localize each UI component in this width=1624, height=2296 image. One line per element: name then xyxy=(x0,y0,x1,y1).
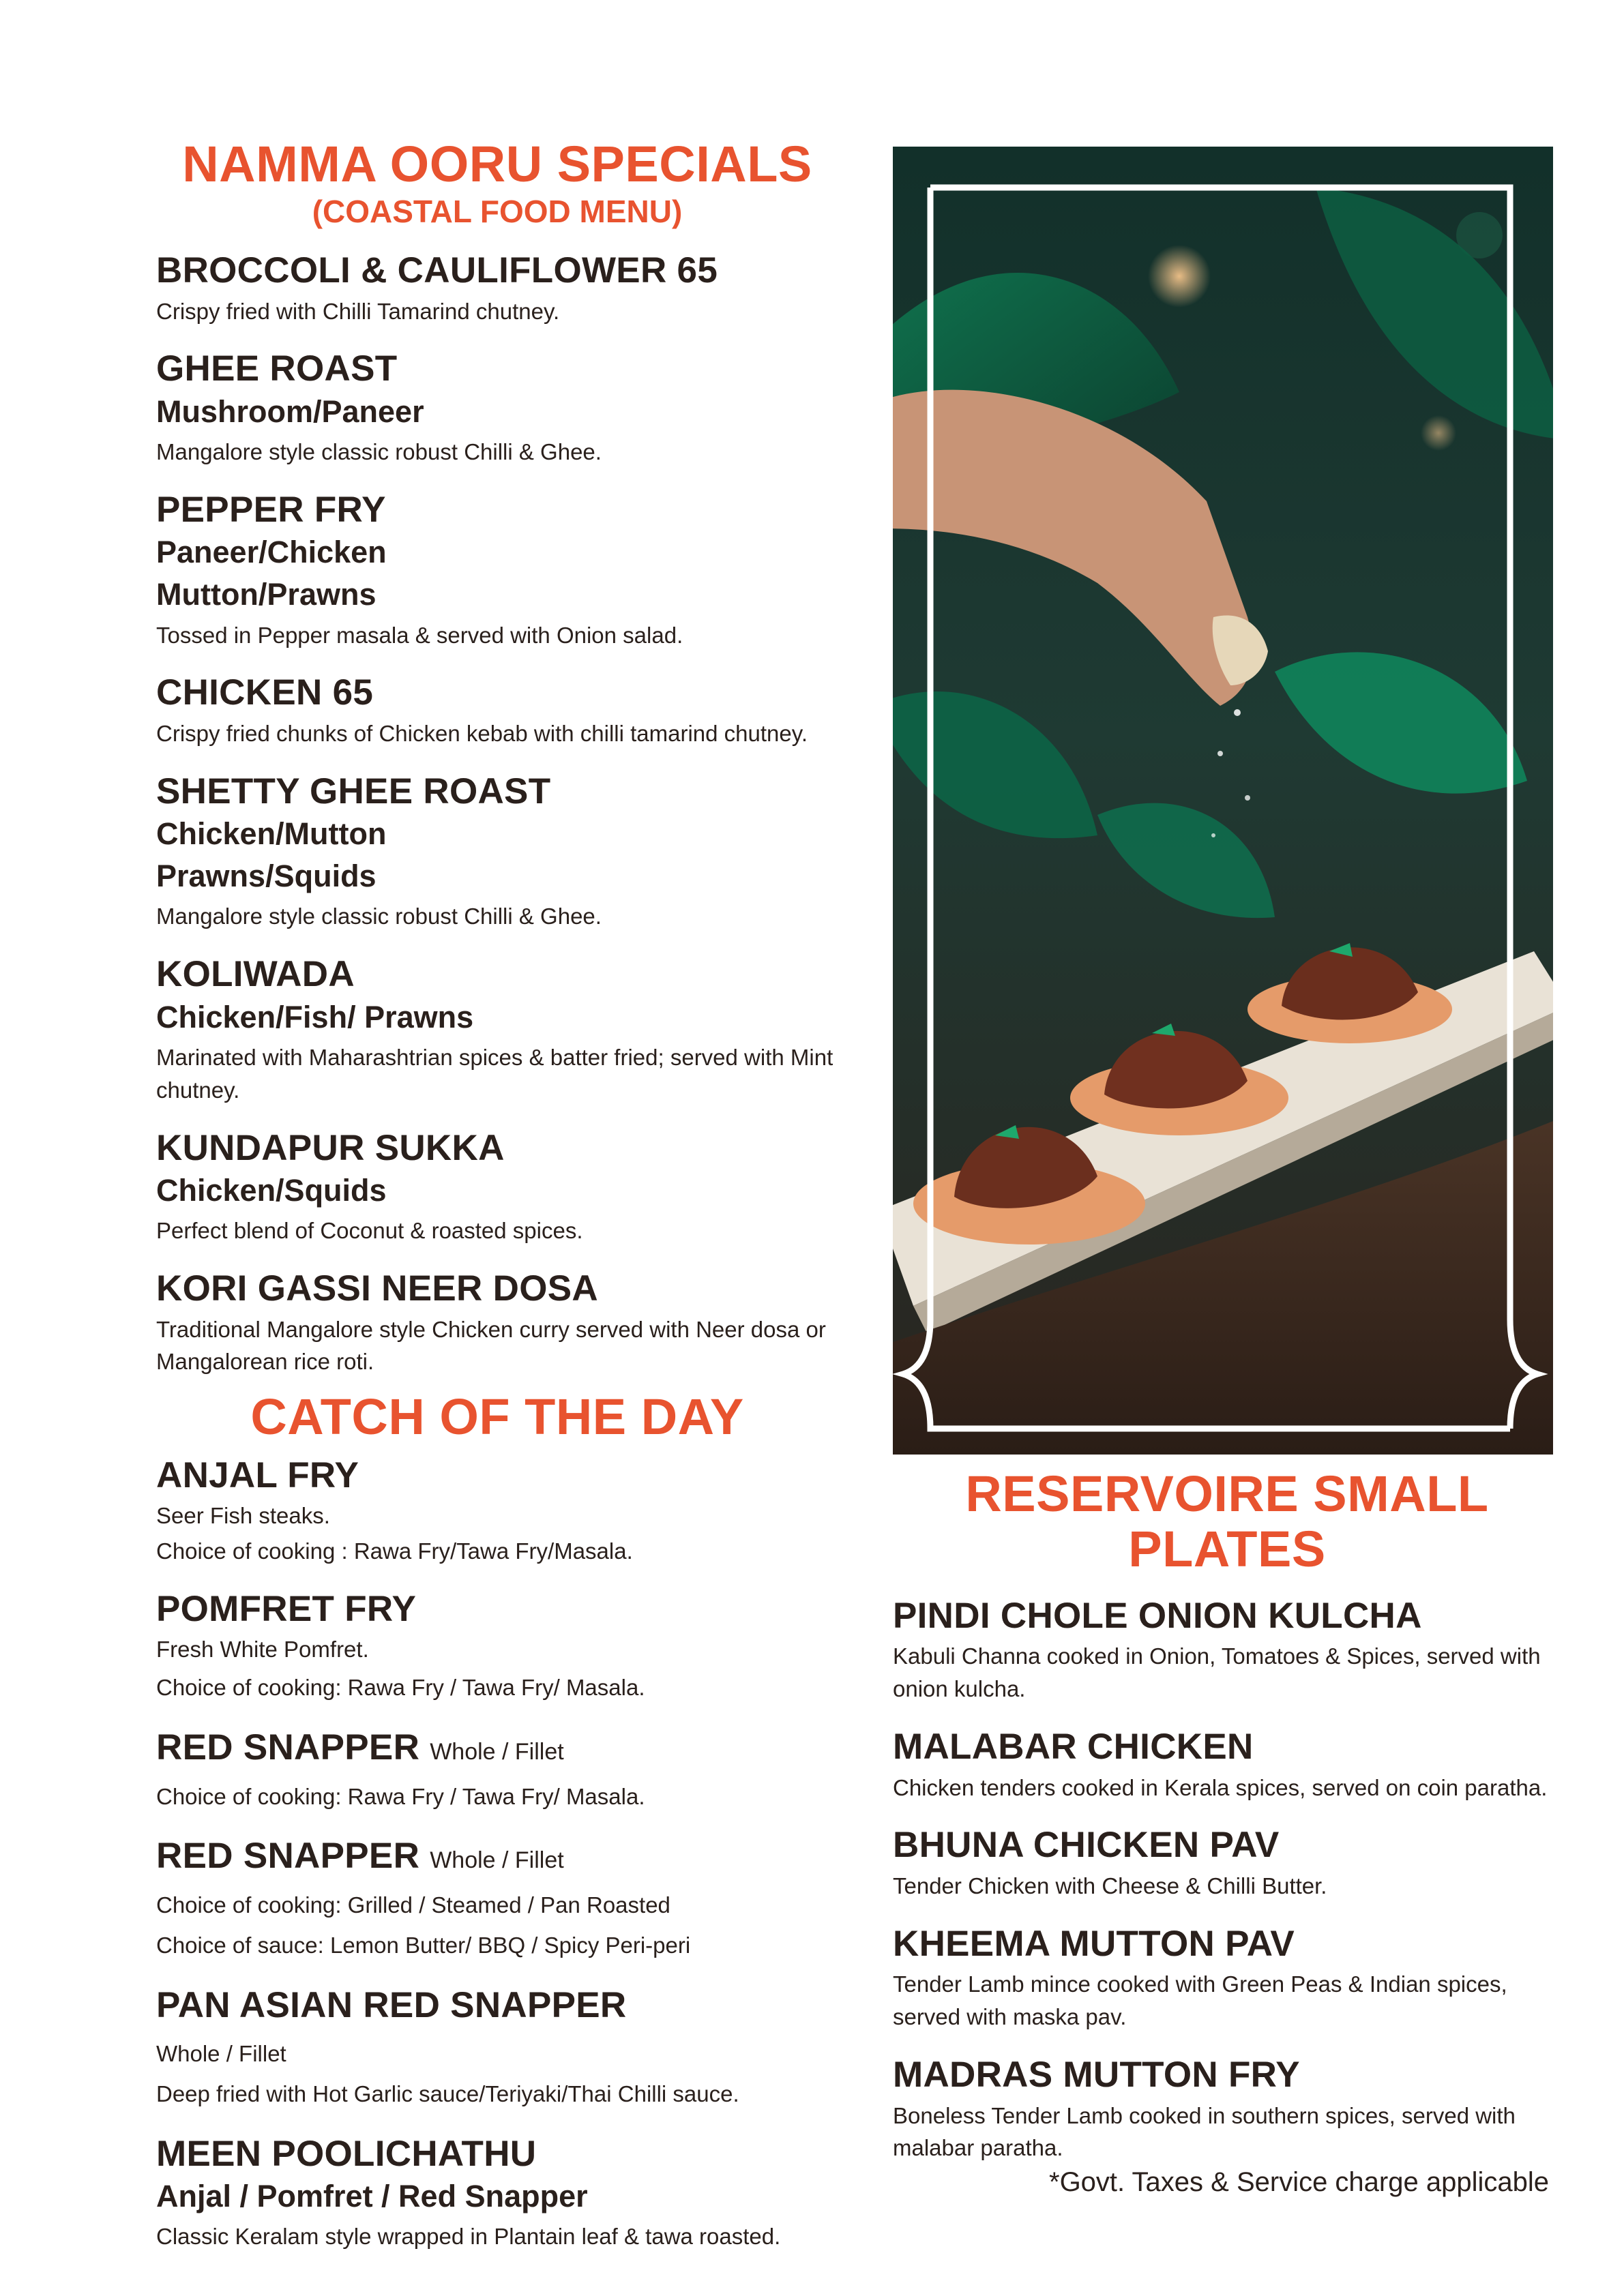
item-desc: Tossed in Pepper masala & served with Onion salad. xyxy=(156,622,683,648)
item-desc: Deep fried with Hot Garlic sauce/Teriyaki/Thai Chilli sauce. xyxy=(156,2081,739,2106)
item-desc: Choice of cooking: Rawa Fry / Tawa Fry/ Masala. xyxy=(156,1783,645,1809)
item-name: PEPPER FRY xyxy=(156,489,386,530)
item-desc: Fresh White Pomfret. xyxy=(156,1637,369,1663)
menu-item xyxy=(893,1824,1561,1902)
item-desc: Boneless Tender Lamb cooked in southern spices, served with malabar paratha. xyxy=(893,2102,1516,2161)
item-name-text: RED SNAPPER xyxy=(156,1727,420,1768)
item-variants: Mutton/Prawns xyxy=(156,577,377,612)
item-desc: Crispy fried chunks of Chicken kebab with chilli tamarind chutney. xyxy=(156,720,808,746)
item-desc: Kabuli Channa cooked in Onion, Tomatoes & Spices, served with onion kulcha. xyxy=(893,1643,1541,1702)
menu-item xyxy=(156,250,838,327)
menu-item xyxy=(156,489,838,652)
menu-item xyxy=(156,1455,838,1568)
item-desc: Whole / Fillet xyxy=(156,2041,286,2067)
item-name-text: RED SNAPPER xyxy=(156,1836,420,1877)
item-name: KHEEMA MUTTON PAV xyxy=(893,1923,1295,1964)
menu-item xyxy=(156,672,838,749)
item-name: KOLIWADA xyxy=(156,954,355,995)
item-name: KUNDAPUR SUKKA xyxy=(156,1127,505,1168)
section-title-namma-ooru: NAMMA OORU SPECIALS xyxy=(182,136,812,192)
menu-item xyxy=(156,1588,838,1706)
menu-item xyxy=(893,1595,1561,1705)
tax-footnote: *Govt. Taxes & Service charge applicable xyxy=(1049,2167,1549,2197)
menu-item xyxy=(156,771,838,934)
right-column xyxy=(893,1466,1561,2185)
section-title-small-plates: RESERVOIRE SMALL PLATES xyxy=(965,1465,1489,1578)
section-subtitle-coastal: (COASTAL FOOD MENU) xyxy=(312,194,683,230)
item-name: KORI GASSI NEER DOSA xyxy=(156,1268,598,1309)
item-variants: Mushroom/Paneer xyxy=(156,393,424,429)
item-name: POMFRET FRY xyxy=(156,1588,417,1629)
item-name: PAN ASIAN RED SNAPPER xyxy=(156,1984,627,2025)
menu-item xyxy=(156,2133,838,2253)
item-variants: Chicken/Fish/ Prawns xyxy=(156,999,474,1034)
item-variants: Paneer/Chicken xyxy=(156,535,387,570)
item-size-note: Whole / Fillet xyxy=(430,1847,564,1874)
item-desc: Marinated with Maharashtrian spices & batter fried; served with Mint chutney. xyxy=(156,1044,833,1103)
item-name: PINDI CHOLE ONION KULCHA xyxy=(893,1595,1422,1636)
item-desc: Mangalore style classic robust Chilli & Ghee. xyxy=(156,438,602,464)
menu-item xyxy=(893,2054,1561,2164)
item-size-note: Whole / Fillet xyxy=(430,1739,564,1765)
item-name: CHICKEN 65 xyxy=(156,672,374,713)
menu-item xyxy=(156,1984,838,2113)
item-variants: Chicken/Mutton xyxy=(156,816,387,852)
item-desc: Crispy fried with Chilli Tamarind chutney. xyxy=(156,298,560,324)
item-name: MADRAS MUTTON FRY xyxy=(893,2054,1300,2095)
menu-item xyxy=(893,1726,1561,1804)
menu-item xyxy=(156,1268,838,1378)
item-desc: Choice of cooking: Grilled / Steamed / Pan Roasted xyxy=(156,1892,670,1918)
item-desc: Tender Lamb mince cooked with Green Peas & Indian spices, served with maska pav. xyxy=(893,1971,1507,2030)
item-desc: Perfect blend of Coconut & roasted spices. xyxy=(156,1218,583,1244)
item-variants: Anjal / Pomfret / Red Snapper xyxy=(156,2179,588,2214)
menu-item xyxy=(156,1127,838,1247)
item-variants: Chicken/Squids xyxy=(156,1173,387,1208)
item-desc: Mangalore style classic robust Chilli & Ghee. xyxy=(156,904,602,929)
menu-item xyxy=(156,1835,838,1963)
item-desc: Choice of sauce: Lemon Butter/ BBQ / Spicy Peri-peri xyxy=(156,1932,691,1958)
item-name: MEEN POOLICHATHU xyxy=(156,2133,537,2174)
item-desc: Classic Keralam style wrapped in Plantain leaf & tawa roasted. xyxy=(156,2224,781,2250)
left-column xyxy=(156,136,838,2273)
item-variants: Prawns/Squids xyxy=(156,859,377,894)
item-name: SHETTY GHEE ROAST xyxy=(156,771,551,811)
item-name xyxy=(156,1835,838,1878)
item-desc: Tender Chicken with Cheese & Chilli Butter. xyxy=(893,1873,1327,1898)
item-name: BROCCOLI & CAULIFLOWER 65 xyxy=(156,250,718,290)
item-name: GHEE ROAST xyxy=(156,348,398,389)
item-name: MALABAR CHICKEN xyxy=(893,1727,1254,1767)
item-desc: Choice of cooking: Rawa Fry / Tawa Fry/ Masala. xyxy=(156,1675,645,1701)
section-title-catch-of-the-day: CATCH OF THE DAY xyxy=(250,1388,744,1446)
item-desc: Seer Fish steaks. xyxy=(156,1503,330,1529)
item-desc: Choice of cooking : Rawa Fry/Tawa Fry/Masala. xyxy=(156,1538,633,1564)
menu-item xyxy=(156,348,838,468)
item-name xyxy=(156,1727,838,1770)
item-desc: Traditional Mangalore style Chicken curry served with Neer dosa or Mangalorean rice roti. xyxy=(156,1316,826,1375)
item-desc: Chicken tenders cooked in Kerala spices, served on coin paratha. xyxy=(893,1774,1548,1800)
item-name: ANJAL FRY xyxy=(156,1455,359,1495)
menu-item xyxy=(893,1923,1561,2033)
food-photo xyxy=(893,147,1553,1455)
menu-item xyxy=(156,1727,838,1815)
item-name: BHUNA CHICKEN PAV xyxy=(893,1825,1280,1866)
menu-item xyxy=(156,953,838,1106)
